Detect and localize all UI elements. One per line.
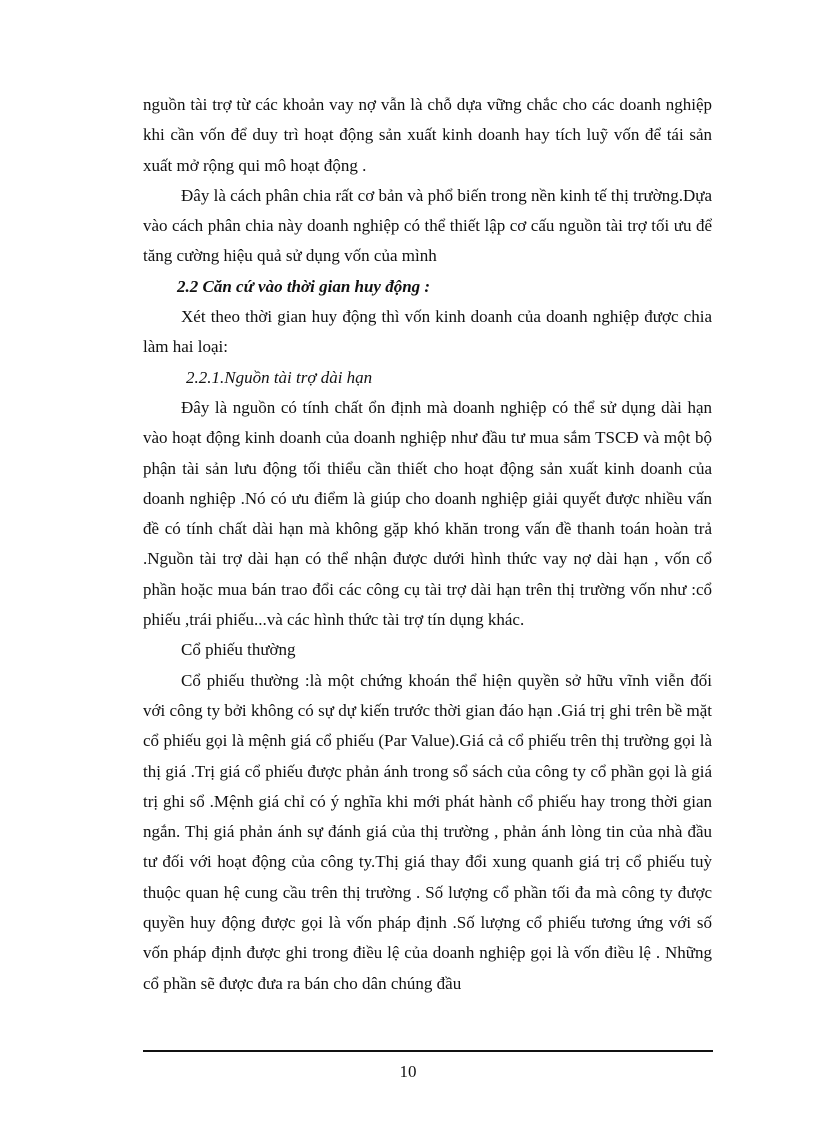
footer-divider [143,1050,713,1052]
paragraph-time-based: Xét theo thời gian huy động thì vốn kinh doanh của doanh nghiệp được chia làm hai loại: [143,307,712,357]
common-stock-label: Cổ phiếu thường [181,640,296,660]
page-number: 10 [399,1062,417,1081]
paragraph-long-term-sources: Đây là nguồn có tính chất ổn định mà doanh nghiệp có thể sử dụng dài hạn vào hoạt động kinh doanh của doanh nghiệp như đầu tư mua sắm TSCĐ và một bộ phận tài sản lưu động tối thiểu cần thiết cho hoạt động sản xuất kinh doanh của doanh nghiệp .Nó có ưu điểm là giúp cho doanh nghiệp giải quyết được nhiều vấn đề có tính chất dài hạn mà không gặp khó khăn trong vấn đề thanh toán hoàn trả .Nguồn tài trợ dài hạn có thể nhận được dưới hình thức vay nợ dài hạn , vốn cổ phần hoặc mua bán trao đổi các công cụ tài trợ dài hạn trên thị trường vốn như :cổ phiếu ,trái phiếu...và các hình thức tài trợ tín dụng khác. [143,397,712,630]
paragraph-debt-financing: nguồn tài trợ từ các khoản vay nợ vẫn là chỗ dựa vững chắc cho các doanh nghiệp khi cần vốn để duy trì hoạt động sản xuất kinh doanh hay tích luỹ vốn để tái sản xuất mở rộng qui mô hoạt động . [143,95,712,175]
section-heading-2-2: 2.2 Căn cứ vào thời gian huy động : [177,276,431,296]
paragraph-classification: Đây là cách phân chia rất cơ bản và phổ biến trong nền kinh tế thị trường.Dựa vào cách phân chia này doanh nghiệp có thể thiết lập cơ cấu nguồn tài trợ tối ưu để tăng cường hiệu quả sử dụng vốn của mình [143,185,712,266]
paragraph-common-stock: Cổ phiếu thường :là một chứng khoán thể hiện quyền sở hữu vĩnh viễn đối với công ty bởi không có sự dự kiến trước thời gian đáo hạn .Giá trị ghi trên bề mặt cổ phiếu gọi là mệnh giá cổ phiếu (Par Value).Giá cả cổ phiếu trên thị trường gọi là thị giá .Trị giá cổ phiếu được phản ánh trong sổ sách của công ty cổ phần gọi là giá trị ghi sổ .Mệnh giá chỉ có ý nghĩa khi mới phát hành cổ phiếu hay trong thời gian ngắn. Thị giá phản ánh sự đánh giá của thị trường , phản ánh lòng tin của nhà đầu tư đối với hoạt động của công ty.Thị giá thay đổi xung quanh giá trị cổ phiếu tuỳ thuộc quan hệ cung cầu trên thị trường . Số lượng cổ phần tối đa mà công ty được quyền huy động được gọi là vốn pháp định .Số lượng cổ phiếu tương ứng với số vốn pháp định được ghi trong điều lệ của doanh nghiệp gọi là vốn điều lệ . Những cổ phần sẽ được đưa ra bán cho dân chúng đầu [143,670,712,993]
document-body [143,90,712,999]
subsection-heading-2-2-1: 2.2.1.Nguồn tài trợ dài hạn [186,367,373,387]
